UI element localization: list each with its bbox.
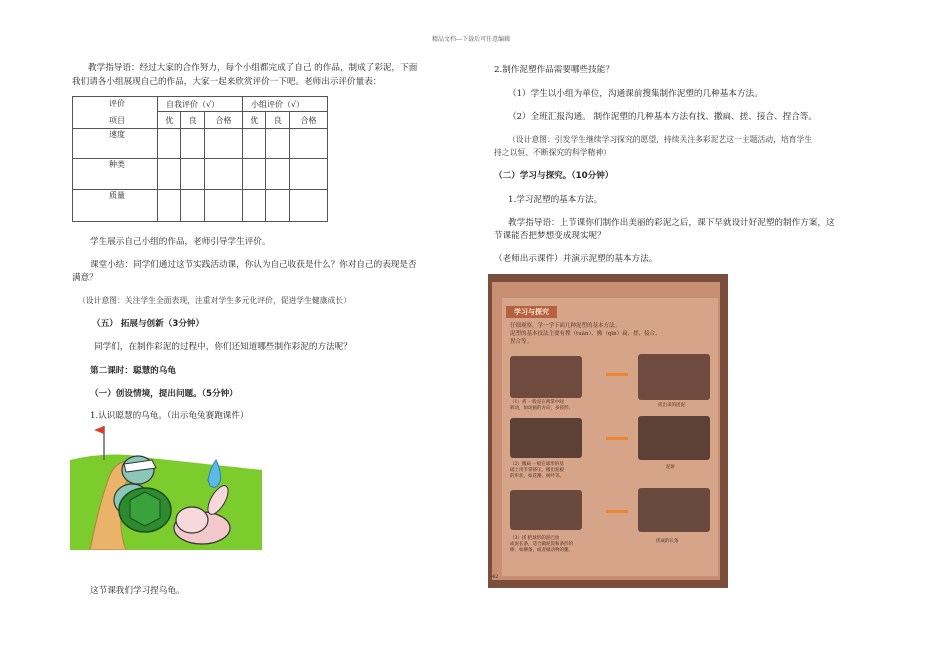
photo-result-1	[638, 354, 710, 400]
photo-hands-2	[510, 418, 582, 458]
photo-intro	[510, 322, 661, 346]
photo-hands-3	[510, 490, 582, 530]
group-eval-header: 小组评价（√）	[242, 97, 327, 112]
result-label-2: 泥饼	[666, 465, 675, 470]
guidance-line-2: 节课能否把梦想变成现实呢？	[494, 231, 606, 241]
photo-intro-line: 捏合等。	[510, 339, 533, 345]
design-intent-2-line-2: 持之以恒、不断探究的科学精神）	[494, 148, 611, 157]
grade-cell: 良	[181, 112, 204, 129]
paragraph-7: 这节课我们学习捏乌龟。	[90, 586, 185, 596]
guidance-line-1: 教学指导语：上节课你们制作出美丽的彩泥之后，课下早就设计好泥塑的制作方案，这	[508, 218, 835, 228]
row-label: 速度	[73, 129, 158, 159]
caption-line: 转动，如动画的方向，多搓形。	[510, 406, 573, 411]
textbook-photo	[488, 274, 728, 588]
result-label-3: 搓成的长条	[656, 539, 679, 544]
header-note: 精品文档---下载后可任意编辑	[432, 36, 511, 43]
photo-intro-line: 仔细观察，学一学下面几种泥塑的基本方法。	[510, 323, 621, 329]
caption-line: （2）搬扁 一般在球形的基	[510, 462, 564, 467]
right-item-1: （1）学生以小组为单位，沟通课前搜集制作泥塑的几种基本方法。	[508, 89, 763, 99]
right-item-2: （2）全班汇报沟通。 制作泥塑的几种基本方法有找、撒扁、搓、接合、捏合等。	[508, 112, 817, 122]
page-number: 42	[492, 574, 499, 580]
lesson-2-heading: 第二课时：聪慧的乌龟	[90, 366, 176, 376]
section-5-heading: （五） 拓展与创新（3分钟）	[92, 319, 205, 329]
paragraph-2: 学生展示自己小组的作品，老师引导学生评价。	[90, 237, 271, 247]
table-row	[73, 159, 328, 189]
table-row	[73, 129, 328, 159]
right-item-4: （老师出示课件）并演示泥塑的基本方法。	[494, 254, 658, 264]
caption-line: 棒，如柳条，或者做动物的腿。	[510, 548, 573, 553]
grade-cell: 优	[242, 112, 265, 129]
grade-cell: 优	[158, 112, 181, 129]
row-label: 种类	[73, 159, 158, 189]
arrow-3	[606, 510, 628, 513]
caption-2	[510, 462, 564, 480]
self-eval-header: 自我评价（√）	[158, 97, 243, 112]
grade-cell: 合格	[204, 112, 242, 129]
photo-hands-1	[510, 356, 582, 398]
table-row	[73, 189, 328, 221]
question-2: 2.制作泥塑作品需要哪些技能？	[494, 65, 614, 75]
evaluation-table	[72, 96, 328, 222]
paragraph-5: 同学们，在制作彩泥的过程中，你们还知道哪些制作彩泥的方法呢？	[94, 342, 352, 352]
arrow-2	[606, 437, 628, 440]
corner-top-label: 评价	[109, 99, 125, 108]
right-item-3: 1.学习泥塑的基本方法。	[508, 195, 603, 205]
design-intent-1: （设计意图：关注学生全面表现，注重对学生多元化评价，促进学生健康成长）	[78, 296, 351, 305]
paragraph-6: 1.认识聪慧的乌龟。（出示龟兔赛跑课件）	[90, 411, 249, 421]
corner-bottom-label: 项目	[109, 116, 125, 125]
caption-line: 础上用手掌挤压，搬出泥板	[510, 468, 564, 473]
summary-line-2: 满意？	[72, 273, 98, 283]
result-label-1: 搓出来的团泥	[658, 403, 685, 408]
photo-intro-line: 泥塑的基本技法主要有撑（tuán）、搬（qīn）扁、搓、接合、	[510, 331, 661, 337]
section-1-heading: （一）创设情境，提出问题。（5分钟）	[90, 389, 238, 399]
photo-result-2	[638, 416, 710, 460]
section-2-heading: （二）学习与探究。（10分钟）	[494, 171, 614, 181]
arrow-1	[606, 373, 628, 376]
tortoise-hare-illustration	[70, 420, 262, 550]
grade-cell: 良	[266, 112, 289, 129]
caption-line: （3）搓 把球形的泥巴放	[510, 536, 560, 541]
summary-line-1: 课堂小结：同学们通过这节实践活动课，你认为自己收获是什么？你对自己的表现是否	[90, 260, 417, 270]
caption-1	[510, 400, 573, 412]
paragraph-1-line-2: 我们请各小组展现自己的作品，大家一起来欣赏评价一下吧。老师出示评价量表：	[72, 77, 382, 87]
photo-section-tag: 学习与探究	[506, 306, 557, 318]
paragraph-1-line-1: 教学指导语：经过大家的合作努力，每个小组都完成了自己 的作品，制成了彩泥，下面	[88, 63, 418, 73]
photo-result-3	[638, 488, 710, 532]
caption-line: （1）将 一般泥在两掌中间	[510, 400, 564, 405]
caption-line: 成泥长条，适合做泥饭和条形的	[510, 542, 573, 547]
caption-line: 的形状，如花瓣、树叶等。	[510, 474, 564, 479]
grade-cell: 合格	[289, 112, 327, 129]
row-label: 质量	[73, 189, 158, 221]
caption-3	[510, 536, 573, 554]
design-intent-2-line-1: （设计意图：引发学生继续学习探究的愿望，持续关注多彩泥艺这一主题活动，培育学生	[508, 135, 813, 144]
table-corner-cell	[73, 97, 158, 129]
